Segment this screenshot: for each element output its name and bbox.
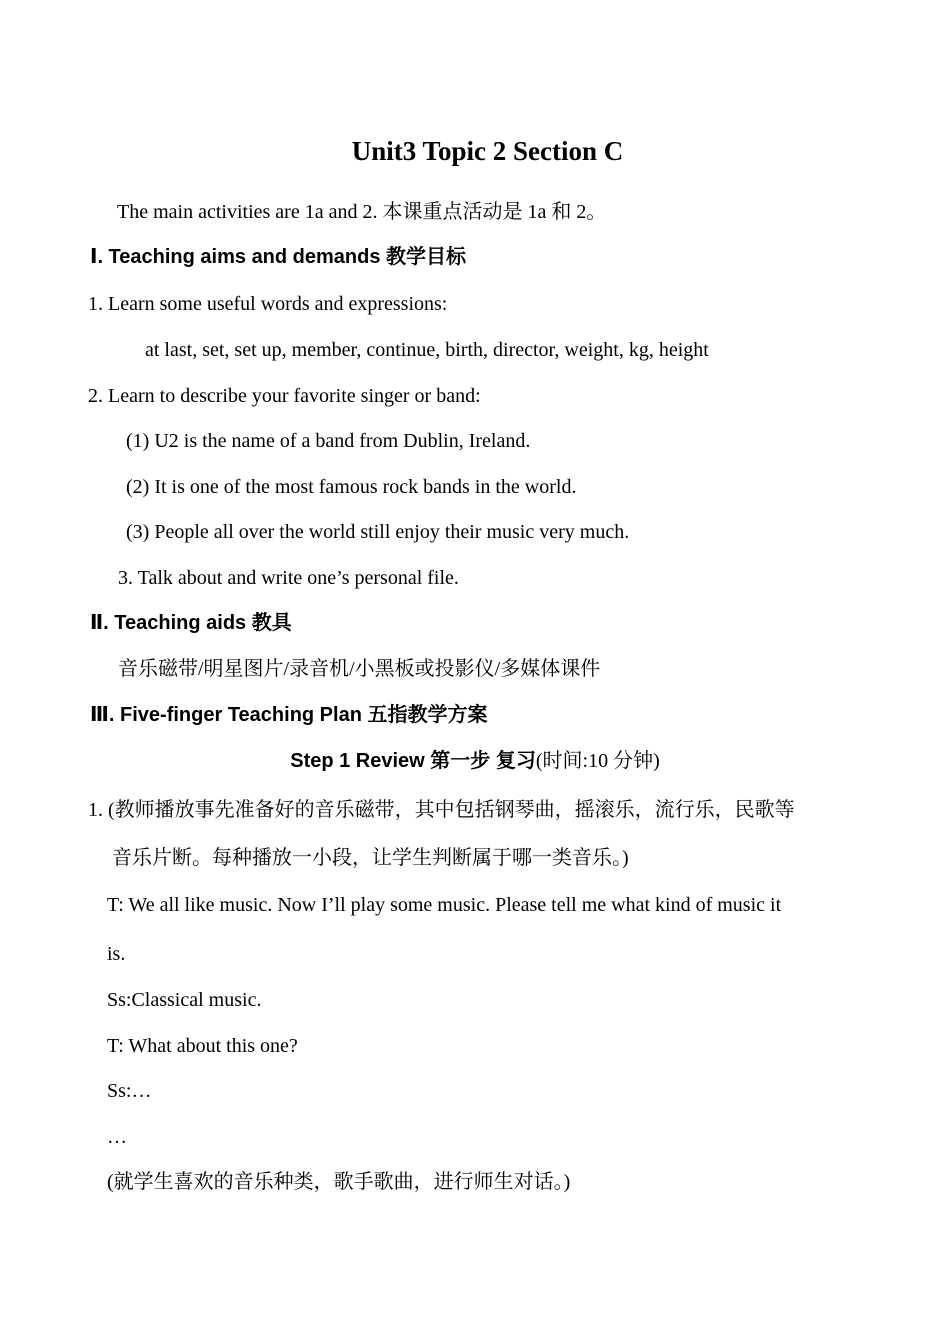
aim-item-2-sub-3: (3) People all over the world still enjoy their music very much. <box>126 521 630 543</box>
aim-item-1-words: at last, set, set up, member, continue, birth, director, weight, kg, height <box>145 339 709 361</box>
dialog-note: (就学生喜欢的音乐种类，歌手歌曲，进行师生对话。) <box>107 1171 571 1193</box>
step-1-time: (时间:10 分钟) <box>535 750 660 772</box>
step-1-title: Step 1 Review 第一步 复习 <box>290 750 536 772</box>
step-1-heading <box>0 751 950 771</box>
dialog-line-4: T: What about this one? <box>107 1035 298 1057</box>
section-heading-aims: Ⅰ. Teaching aims and demands 教学目标 <box>90 246 467 268</box>
step-1-para-line-2: 音乐片断。每种播放一小段，让学生判断属于哪一类音乐。) <box>112 847 629 869</box>
aim-item-2-sub-2: (2) It is one of the most famous rock bands in the world. <box>126 476 577 498</box>
section-heading-aids: Ⅱ. Teaching aids 教具 <box>90 612 292 634</box>
aim-item-1: 1. Learn some useful words and expressions: <box>88 293 448 315</box>
step-1-para-line-1: 1. (教师播放事先准备好的音乐磁带，其中包括钢琴曲，摇滚乐，流行乐，民歌等 <box>88 799 795 821</box>
dialog-line-6: … <box>107 1126 127 1148</box>
aids-text: 音乐磁带/明星图片/录音机/小黑板或投影仪/多媒体课件 <box>118 658 601 680</box>
aim-item-2-sub-1: (1) U2 is the name of a band from Dublin, Ireland. <box>126 430 531 452</box>
aim-item-2: 2. Learn to describe your favorite singer or band: <box>88 385 481 407</box>
page-title: Unit3 Topic 2 Section C <box>351 136 624 166</box>
section-heading-plan: Ⅲ. Five-finger Teaching Plan 五指教学方案 <box>90 704 488 726</box>
dialog-line-5: Ss:… <box>107 1080 152 1102</box>
dialog-line-3: Ss:Classical music. <box>107 989 262 1011</box>
dialog-line-2: is. <box>107 943 126 965</box>
aim-item-3: 3. Talk about and write one’s personal file. <box>118 567 459 589</box>
dialog-line-1: T: We all like music. Now I’ll play some music. Please tell me what kind of music it <box>107 894 782 916</box>
intro-text: The main activities are 1a and 2. 本课重点活动是 1a 和 2。 <box>117 201 607 223</box>
